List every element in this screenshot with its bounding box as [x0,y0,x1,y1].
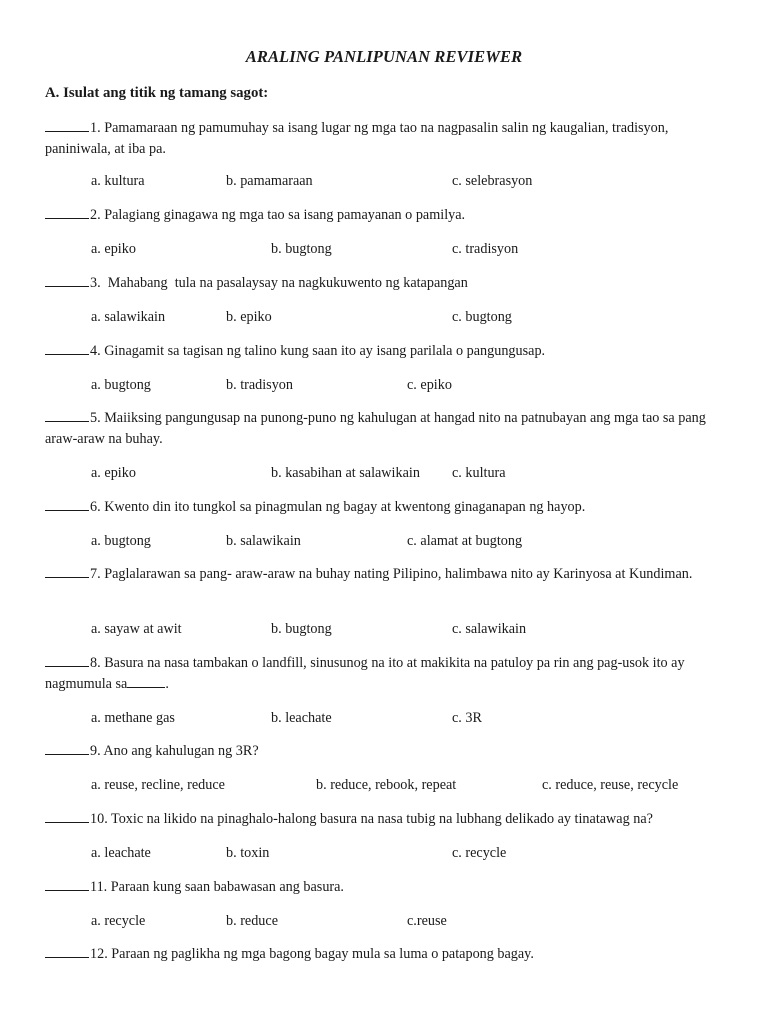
question-8 [45,653,727,695]
question-text: Paraan kung saan babawasan ang basura. [107,879,344,895]
question-text: Maiiksing pangungusap na punong-puno ng kahulugan at hangad nito na patnubayan ang mga tao sa pang araw-araw na buhay. [45,410,706,447]
question-number: 6. [90,499,101,515]
answer-blank [45,408,89,422]
choice-a: a. recycle [91,913,146,929]
question-number: 8. [90,655,101,671]
answer-blank [45,341,89,355]
question-number: 10. [90,811,108,827]
question-number: 3. [90,275,101,291]
question-number: 9. [90,743,101,759]
choice-a: a. methane gas [91,710,175,726]
choice-b: b. toxin [226,845,270,861]
choice-a: a. kultura [91,173,145,189]
choice-c: c.reuse [407,913,447,929]
question-text: Pamamaraan ng pamumuhay sa isang lugar ng mga tao na nagpasalin salin ng kaugalian, tradisyon, paniniwala, at iba pa. [45,120,669,157]
question-number: 7. [90,566,101,582]
question-text: Ginagamit sa tagisan ng talino kung saan ito ay isang parilala o pangungusap. [100,343,546,359]
question-12 [45,944,727,965]
choice-a: a. salawikain [91,309,166,325]
question-text: Kwento din ito tungkol sa pinagmulan ng bagay at kwentong ginaganapan ng hayop. [100,499,586,515]
choice-b: b. salawikain [226,533,301,549]
question-text: Toxic na likido na pinaghalo-halong basura na nasa tubig na lubhang delikado ay tinatawag na? [107,811,653,827]
answer-blank [45,944,89,958]
question-number: 12. [90,946,108,962]
answer-blank [45,205,89,219]
choice-c: c. epiko [407,377,452,393]
choice-b: b. bugtong [271,241,332,257]
question-number: 11. [90,879,108,895]
choice-c: c. kultura [452,465,506,481]
choice-c: c. 3R [452,710,482,726]
choice-b: b. kasabihan at salawikain [271,465,420,481]
choice-b: b. reduce [226,913,278,929]
choice-a: a. epiko [91,241,136,257]
answer-blank [45,653,89,667]
question-6 [45,497,727,518]
question-10 [45,809,727,830]
question-number: 1. [90,120,101,136]
question-5 [45,408,727,450]
question-1 [45,118,727,160]
question-9 [45,741,727,762]
question-text: Paraan ng paglikha ng mga bagong bagay mula sa luma o patapong bagay. [107,946,534,962]
choice-b: b. pamamaraan [226,173,313,189]
choice-a: a. bugtong [91,377,151,393]
choice-b: b. leachate [271,710,332,726]
choice-a: a. sayaw at awit [91,621,182,637]
question-11 [45,877,727,898]
question-text: Paglalarawan sa pang- araw-araw na buhay nating Pilipino, halimbawa nito ay Karinyosa at Kundiman. [100,566,693,582]
answer-blank [45,497,89,511]
answer-blank [45,877,89,891]
choice-b: b. tradisyon [226,377,293,393]
answer-blank [45,564,89,578]
choice-a: a. epiko [91,465,136,481]
page-title: ARALING PANLIPUNAN REVIEWER [245,47,523,66]
choice-a: a. reuse, recline, reduce [91,777,225,793]
question-text: Basura na nasa tambakan o landfill, sinusunog na ito at makikita na patuloy pa rin ang pag-usok ito ay nagmumula sa [45,655,685,692]
choice-a: a. leachate [91,845,151,861]
question-7 [45,564,727,585]
choice-c: c. reduce, reuse, recycle [542,777,679,793]
choice-c: c. bugtong [452,309,512,325]
choice-c: c. alamat at bugtong [407,533,523,549]
choice-b: b. reduce, rebook, repeat [316,777,457,793]
section-instruction: A. Isulat ang titik ng tamang sagot: [45,85,269,101]
question-text: Palagiang ginagawa ng mga tao sa isang pamayanan o pamilya. [100,207,466,223]
question-text: Mahabang tula na pasalaysay na nagkukuwento ng katapangan [100,275,468,291]
choice-c: c. tradisyon [452,241,519,257]
choice-b: b. bugtong [271,621,332,637]
question-text: Ano ang kahulugan ng 3R? [100,743,259,759]
question-number: 5. [90,410,101,426]
answer-blank [45,809,89,823]
choice-b: b. epiko [226,309,272,325]
choice-c: c. salawikain [452,621,527,637]
fill-in-blank [127,674,165,688]
question-4 [45,341,727,362]
answer-blank [45,741,89,755]
answer-blank [45,118,89,132]
question-text-end: . [165,676,169,692]
answer-blank [45,273,89,287]
choice-c: c. recycle [452,845,507,861]
question-3 [45,273,727,294]
question-number: 4. [90,343,101,359]
choice-a: a. bugtong [91,533,151,549]
question-2 [45,205,727,226]
question-number: 2. [90,207,101,223]
choice-c: c. selebrasyon [452,173,533,189]
